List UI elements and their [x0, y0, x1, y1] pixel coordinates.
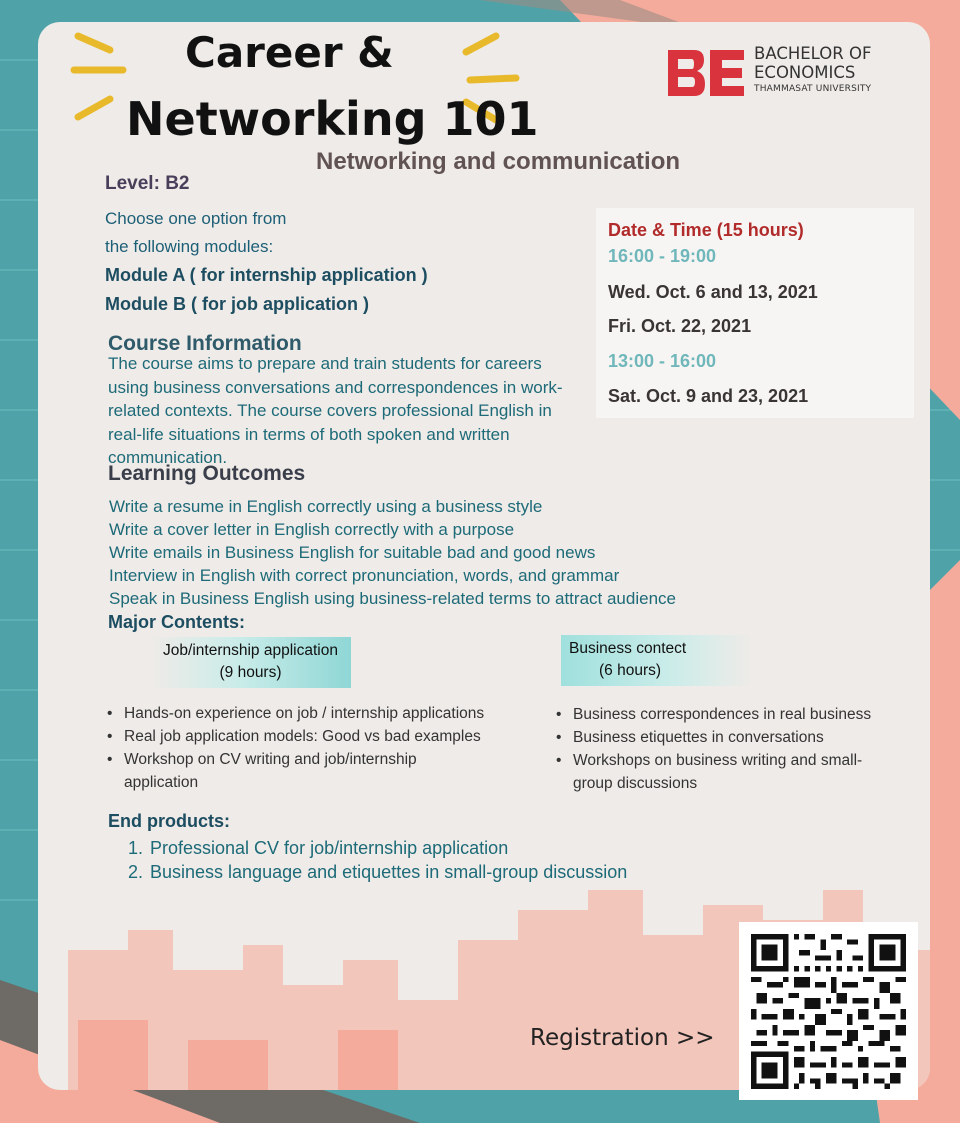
tag2-line-1: Business contect [569, 640, 687, 657]
be-logo-mark-icon [664, 48, 746, 98]
outcome-item: Write a cover letter in English correctly with a purpose [109, 520, 515, 539]
date-time-heading: Date & Time (15 hours) [608, 220, 804, 240]
course-info-body [108, 352, 608, 470]
list-item: • Business correspondences in real business [556, 703, 896, 726]
registration-link[interactable]: Registration >> [530, 1025, 715, 1051]
outcome-item: Speak in Business English using business-related terms to attract audience [109, 589, 676, 608]
job-content-list [107, 702, 547, 794]
business-contect-tag [561, 635, 753, 686]
tag1-line-2: (9 hours) [219, 664, 282, 681]
qr-code[interactable] [739, 922, 918, 1100]
job-internship-tag [150, 637, 351, 688]
tag2-line-2: (6 hours) [599, 662, 662, 679]
course-info-line: The course aims to prepare and train students for careers [108, 354, 542, 373]
list-item: • Workshop on CV writing and job/internship application [107, 748, 467, 794]
level-label: Level: B2 [105, 173, 190, 194]
slot1-date-2: Fri. Oct. 22, 2021 [608, 316, 752, 336]
learning-outcomes-list [109, 495, 676, 610]
list-item [128, 836, 627, 860]
logo-line-1: BACHELOR OF [754, 44, 872, 63]
slot2-date: Sat. Oct. 9 and 23, 2021 [608, 386, 809, 406]
tag1-line-1: Job/internship application [163, 642, 338, 659]
course-info-line: real-life situations in terms of both spoken and written [108, 424, 510, 444]
list-item: • Real job application models: Good vs bad examples [107, 725, 547, 748]
list-item: • Business etiquettes in conversations [556, 726, 896, 749]
course-info-line: communication. [108, 448, 228, 467]
qr-code-icon [751, 934, 906, 1089]
subtitle: Networking and communication [316, 148, 681, 175]
outcome-item: Write a resume in English correctly using a business style [109, 497, 543, 516]
item-text: Business language and etiquettes in small-group discussion [150, 862, 628, 882]
title-line-2: Networking 101 [126, 92, 539, 146]
end-products-list [128, 836, 627, 884]
list-item [128, 860, 627, 884]
title-line-1: Career & [185, 28, 394, 77]
date-time-box [596, 208, 914, 418]
slot1-date-1: Wed. Oct. 6 and 13, 2021 [608, 282, 818, 302]
course-info-line: using business conversations and correspondences in work- [108, 377, 563, 397]
choose-text-line-2: the following modules: [105, 237, 274, 256]
outcome-item: Write emails in Business English for suitable bad and good news [109, 543, 596, 562]
outcome-item: Interview in English with correct pronunciation, words, and grammar [109, 566, 620, 585]
end-products-heading: End products: [108, 811, 230, 831]
slot2-time: 13:00 - 16:00 [608, 351, 717, 371]
logo-text [754, 46, 871, 94]
slot1-time: 16:00 - 19:00 [608, 246, 717, 266]
list-item: • Workshops on business writing and small-group discussions [556, 749, 886, 795]
item-number: 2. [128, 862, 144, 882]
course-info-line: related contexts. The course covers professional English in [108, 401, 552, 420]
logo-line-3: THAMMASAT UNIVERSITY [754, 84, 872, 94]
business-content-list [556, 703, 896, 795]
list-item: • Hands-on experience on job / internship applications [107, 702, 547, 725]
university-logo [664, 46, 900, 102]
module-a: Module A ( for internship application ) [105, 265, 428, 285]
item-text: Professional CV for job/internship application [150, 838, 509, 858]
course-info-heading: Course Information [108, 332, 302, 355]
major-contents-heading: Major Contents: [108, 612, 245, 632]
logo-line-2: ECONOMICS [754, 62, 856, 82]
choose-text-line-1: Choose one option from [105, 209, 287, 228]
item-number: 1. [128, 838, 144, 858]
module-b: Module B ( for job application ) [105, 294, 369, 314]
learning-outcomes-heading: Learning Outcomes [108, 462, 306, 485]
